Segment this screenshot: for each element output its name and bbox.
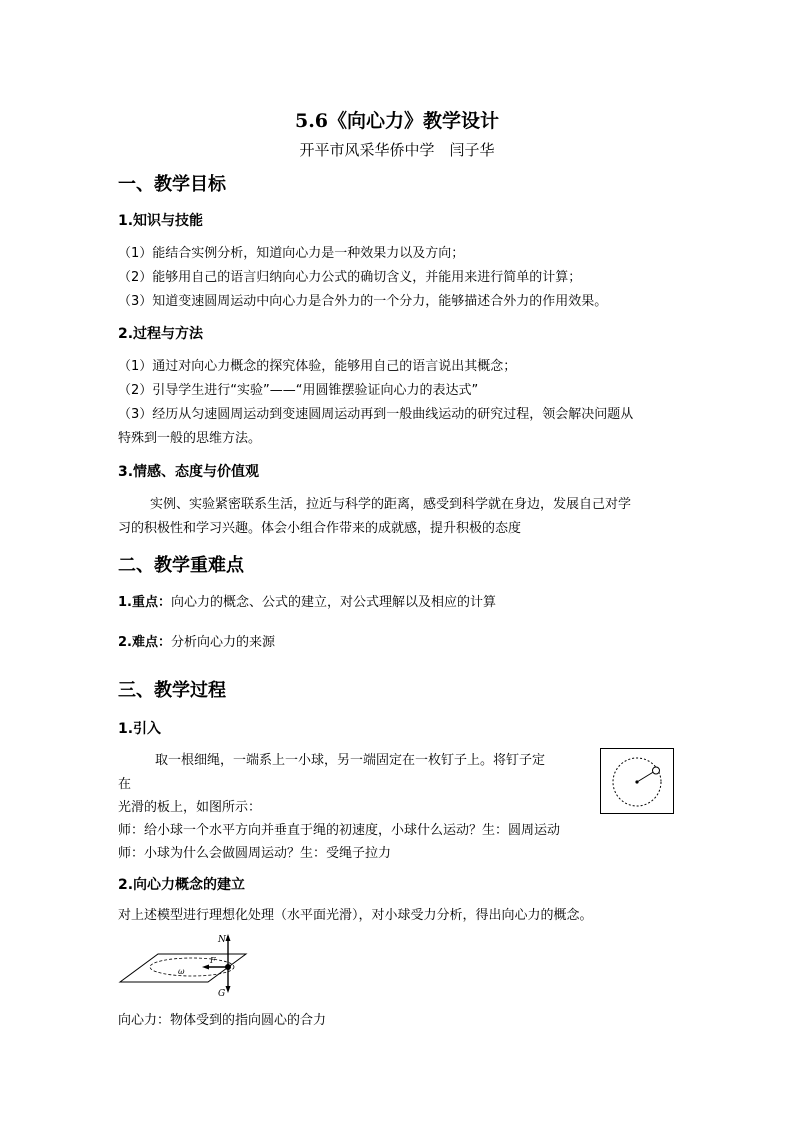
document-title: 5.6《向心力》教学设计 bbox=[294, 110, 500, 132]
section-heading-process: 三、教学过程 bbox=[118, 680, 226, 701]
difficulty-line bbox=[118, 632, 275, 654]
omega-label: ω bbox=[178, 967, 185, 976]
paragraph-line: 特殊到一般的思维方法。 bbox=[118, 431, 262, 446]
paragraph-line: 向心力：物体受到的指向圆心的合力 bbox=[118, 1013, 327, 1028]
subheading-knowledge-skills: 1.知识与技能 bbox=[118, 213, 204, 229]
paragraph-line: 在 bbox=[118, 777, 132, 792]
key-point-line bbox=[118, 592, 496, 614]
n-force-label: N bbox=[218, 935, 226, 945]
paragraph-line: （1）能结合实例分析，知道向心力是一种效果力以及方向； bbox=[118, 246, 465, 261]
paragraph-line: 习的积极性和学习兴趣。体会小组合作带来的成就感，提升积极的态度 bbox=[118, 521, 522, 536]
paragraph-line: 实例、实验紧密联系生活，拉近与科学的距离，感受到科学就在身边，发展自己对学 bbox=[150, 497, 632, 512]
paragraph-line: （2）引导学生进行“实验”——“用圆锥摆验证向心力的表达式” bbox=[118, 383, 479, 398]
subheading-attitudes: 3.情感、态度与价值观 bbox=[118, 464, 260, 480]
paragraph-line: 光滑的板上，如图所示： bbox=[118, 800, 262, 815]
difficulty-text: 分析向心力的来源 bbox=[170, 635, 275, 650]
paragraph-line: （3）经历从匀速圆周运动到变速圆周运动再到一般曲线运动的研究过程，领会解决问题从 bbox=[118, 407, 634, 422]
dialogue-line: 师：给小球一个水平方向并垂直于绳的初速度，小球什么运动？生：圆周运动 bbox=[118, 823, 561, 838]
section-heading-objectives: 一、教学目标 bbox=[118, 174, 226, 195]
subheading-concept: 2.向心力概念的建立 bbox=[118, 877, 246, 893]
document-author: 开平市风采华侨中学 闫子华 bbox=[299, 141, 495, 159]
circle-motion-figure bbox=[600, 748, 674, 814]
difficulty-label: 2.难点： bbox=[118, 635, 171, 650]
paragraph-line: 对上述模型进行理想化处理（水平面光滑），对小球受力分析，得出向心力的概念。 bbox=[118, 908, 593, 923]
subheading-process-methods: 2.过程与方法 bbox=[118, 326, 204, 342]
key-point-label: 1.重点： bbox=[118, 595, 171, 610]
paragraph-line: 取一根细绳，一端系上一小球，另一端固定在一枚钉子上。将钉子定 bbox=[155, 753, 546, 768]
dialogue-line: 师：小球为什么会做圆周运动？生：受绳子拉力 bbox=[118, 846, 392, 861]
g-force-label: G bbox=[218, 989, 226, 998]
f-force-label: F bbox=[210, 956, 216, 965]
paragraph-line: （2）能够用自己的语言归纳向心力公式的确切含义，并能用来进行简单的计算； bbox=[118, 270, 582, 285]
paragraph-line: （3）知道变速圆周运动中向心力是合外力的一个分力，能够描述合外力的作用效果。 bbox=[118, 294, 608, 309]
force-analysis-figure bbox=[118, 932, 248, 998]
key-point-text: 向心力的概念、公式的建立，对公式理解以及相应的计算 bbox=[170, 595, 496, 610]
section-heading-key-points: 二、教学重难点 bbox=[118, 555, 244, 576]
subheading-introduction: 1.引入 bbox=[118, 721, 162, 737]
paragraph-line: （1）通过对向心力概念的探究体验，能够用自己的语言说出其概念； bbox=[118, 359, 517, 374]
